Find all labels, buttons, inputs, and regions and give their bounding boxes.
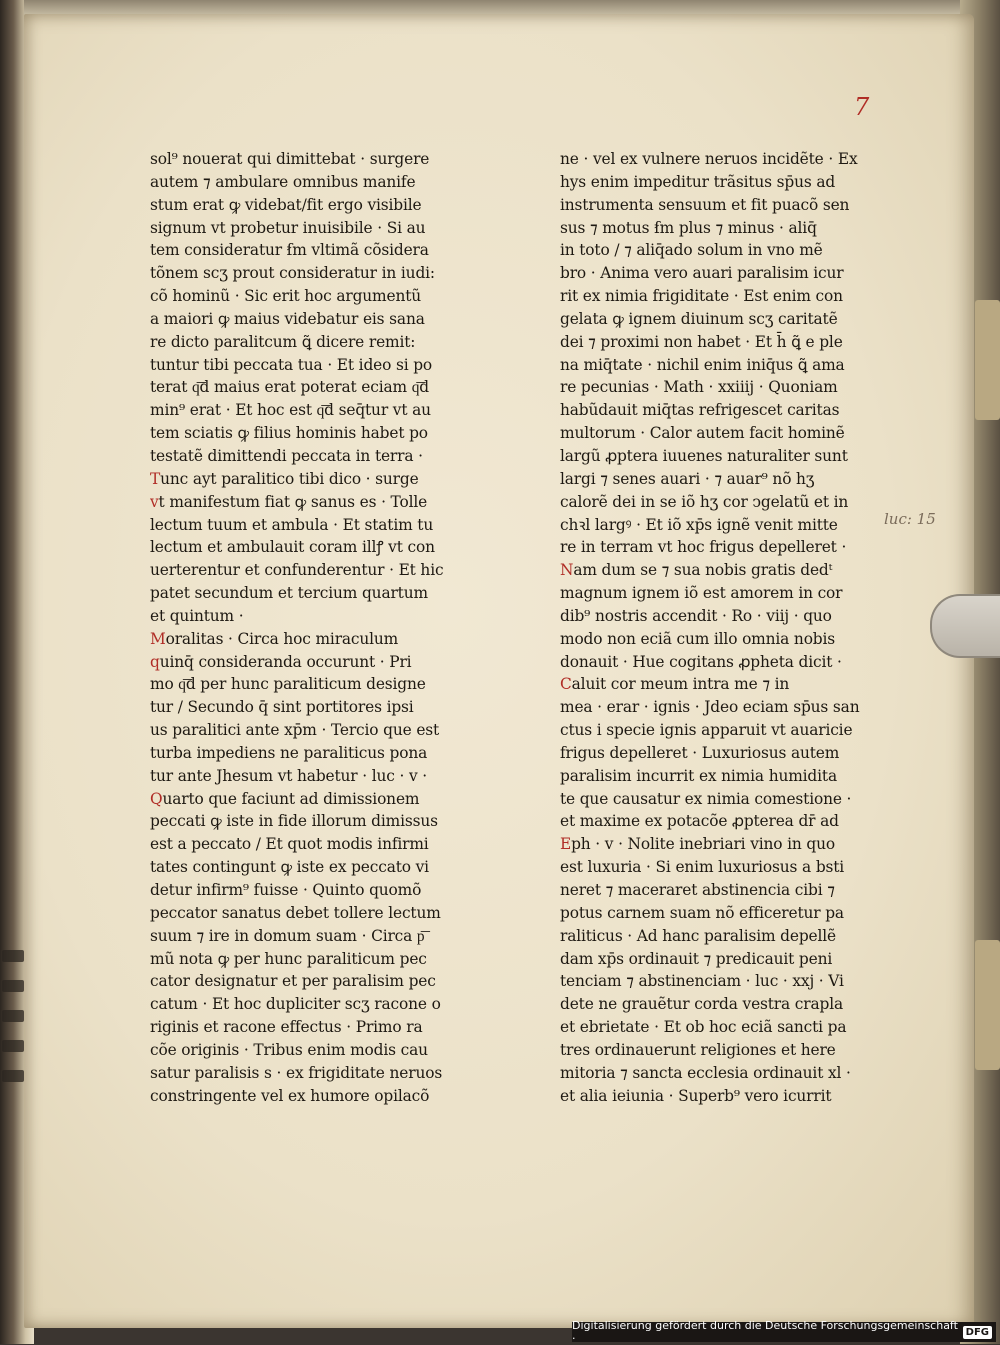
text-line: instrumenta sensuum et fit puacõ sen [560,195,850,214]
text-line: frigus depelleret · Luxuriosus autem [560,743,840,762]
text-line: terat q͞d maius erat poterat eciam q͞d [150,378,429,397]
text-line: mitoria ⁊ sancta ecclesia ordinauit xl · [560,1063,851,1082]
text-line: us paralitici ante xp̄m · Tercio que est [150,721,440,740]
ribbon-tie-upper [975,300,1000,420]
text-line: Tunc ayt paralitico tibi dico · surge [150,469,419,488]
text-line: riginis et racone effectus · Primo ra [150,1018,423,1037]
text-line: satur paralisis s · ex frigiditate neruos [150,1063,443,1082]
rubricated-initial: Q [150,789,163,808]
text-line: tenciam ⁊ abstinenciam · luc · xxj · Vi [560,972,844,991]
text-line: tres ordinauerunt religiones et here [560,1040,836,1059]
text-line: paralisim incurrit ex nimia humidita [560,766,837,785]
text-line: magnum ignem iõ est amorem in cor [560,584,843,603]
text-line: est luxuria · Si enim luxuriosus a bsti [560,858,845,877]
text-line: uerterentur et confunderentur · Et hic [150,561,444,580]
text-line: cõ hominũ · Sic erit hoc argumentũ [150,287,422,306]
spine-fragment [2,950,24,962]
text-line: lectum et ambulauit coram illꝭ vt con [150,538,435,557]
credit-text: Digitalisierung gefördert durch die Deutsche Forschungsgemeinschaft · [572,1319,958,1345]
text-line: sol⁹ nouerat qui dimittebat · surgere [150,150,430,168]
text-line: Eph · v · Nolite inebriari vino in quo [560,835,835,854]
text-line: largũ ꝓptera iuuenes naturaliter sunt [560,446,848,465]
text-line: tur / Secundo q̄ sint portitores ipsi [150,698,414,717]
text-line: modo non eciã cum illo omnia nobis [560,629,836,648]
text-line: patet secundum et tercium quartum [150,584,428,603]
rubricated-initial: T [150,469,161,488]
text-line: a maiori ꝙ maius videbatur eis sana [150,309,425,328]
text-line: donauit · Hue cogitans ꝓpheta dicit · [560,652,842,671]
rubricated-initial: q [150,652,160,671]
text-line: suum ⁊ ire in domum suam · Circa p͞ [150,926,425,945]
text-line: re in terram vt hoc frigus depelleret · [560,538,847,557]
text-line: turba impediens ne paraliticus pona [150,743,428,762]
text-line: tem consideratur ẜm vltimã cõsidera [150,241,429,260]
text-line: mo q͞d per hunc paraliticum designe [150,675,426,694]
text-line: quinq̄ consideranda occurunt · Pri [150,652,412,671]
margin-annotation: luc: 15 [884,510,936,528]
text-line: dei ⁊ proximi non habet · Et h̄ ꝗ̃ e ple [560,332,843,351]
text-line: tõnem scʒ prout consideratur in iudi: [150,264,435,283]
text-line: in toto / ⁊ aliq̄ado solum in vno mẽ [560,241,823,260]
text-line: cõe originis · Tribus enim modis cau [150,1040,428,1059]
text-line: Moralitas · Circa hoc miraculum [150,629,399,648]
ribbon-tie-lower [975,940,1000,1070]
text-line: constringente vel ex humore opilacõ [150,1086,430,1105]
spine-fragment [2,1070,24,1082]
text-line: lectum tuum et ambula · Et statim tu [150,515,434,534]
text-line: re pecunias · Math · xxiiij · Quoniam [560,378,838,397]
text-line: mea · erar · ignis · Jdeo eciam sp̄us san [560,698,860,717]
text-line: raliticus · Ad hanc paralisim depellẽ [560,926,836,945]
text-line: tuntur tibi peccata tua · Et ideo si po [150,355,433,374]
text-line: vt manifestum fiat ꝙ sanus es · Tolle [150,492,428,511]
text-line: stum erat ꝙ videbat/fit ergo visibile [150,195,422,214]
text-line: peccator sanatus debet tollere lectum [150,903,441,922]
text-line: tem sciatis ꝙ filius hominis habet po [150,424,428,443]
text-line: rit ex nimia frigiditate · Est enim con [560,287,843,306]
text-line: na miq̄tate · nichil enim iniq̄us ꝗ̃ ama [560,355,845,374]
spine-fragment [2,1040,24,1052]
text-line: dib⁹ nostris accendit · Ro · viij · quo [560,606,832,625]
text-line: habũdauit miq̄tas refrigescet caritas [560,401,840,420]
text-line: ctus i specie ignis apparuit vt auaricie [560,721,853,740]
text-line: potus carnem suam nõ efficeretur pa [560,903,844,922]
text-line: calorẽ dei in se iõ hʒ cor ↄgelatũ et in [560,492,849,511]
dfg-logo: DFG [963,1326,992,1339]
text-line: multorum · Calor autem facit hominẽ [560,424,845,443]
rubricated-initial: E [560,835,572,854]
spine-fragment [2,1010,24,1022]
text-line: et alia ieiunia · Superb⁹ vero icurrit [560,1086,832,1105]
page-clip[interactable] [930,594,1000,658]
text-line: et maxime ex potacõe ꝓpterea dr̄ ad [560,812,839,831]
rubricated-initial: C [560,675,572,694]
text-line: testatẽ dimittendi peccata in terra · [150,446,423,465]
text-line: cator designatur et per paralisim pec [150,972,436,991]
text-line: Caluit cor meum intra me ⁊ in [560,675,790,694]
text-line: Nam dum se ⁊ sua nobis gratis dedᵗ [560,561,833,580]
text-line: bro · Anima vero auari paralisim icur [560,264,844,283]
digitization-credit-bar [572,1319,996,1345]
text-line: chꝛl largꝰ · Et iõ xp̄s ignẽ venit mitte [560,515,838,534]
text-line: Quarto que faciunt ad dimissionem [150,789,420,808]
text-line: et quintum · [150,606,244,625]
spine-fragment [2,980,24,992]
text-line: neret ⁊ maceraret abstinencia cibi ⁊ [560,881,835,899]
text-column-right [560,148,890,1107]
text-line: sus ⁊ motus ẜm plus ⁊ minus · aliq̄ [560,218,817,237]
rubricated-initial: v [150,492,159,511]
text-line: min⁹ erat · Et hoc est q͞d seq̄tur vt au [150,401,431,420]
rubricated-initial: M [150,629,166,648]
text-column-left [150,148,480,1107]
text-line: tur ante Jhesum vt habetur · luc · v · [150,766,427,785]
folio-number: 7 [854,93,870,121]
text-line: signum vt probetur inuisibile · Si au [150,218,426,237]
text-line: catum · Et hoc dupliciter scʒ racone o [150,995,441,1014]
text-line: re dicto paralitcum ꝗ̃ dicere remit: [150,332,416,351]
text-line: detur infirm⁹ fuisse · Quinto quomõ [150,881,422,899]
text-line: mũ nota ꝙ per hunc paraliticum pec [150,949,427,968]
text-line: peccati ꝙ iste in fide illorum dimissus [150,812,438,831]
text-line: hys enim impeditur trãsitus sp̄us ad [560,172,836,191]
text-line: tates contingunt ꝙ iste ex peccato vi [150,858,429,877]
text-line: et ebrietate · Et ob hoc eciã sancti pa [560,1018,847,1037]
text-line: ne · vel ex vulnere neruos incidẽte · Ex [560,150,858,168]
rubricated-initial: N [560,561,574,580]
text-line: gelata ꝙ ignem diuinum scʒ caritatẽ [560,309,838,328]
text-line: largi ⁊ senes auari · ⁊ auar⁹ nõ hʒ [560,469,815,488]
text-line: te que causatur ex nimia comestione · [560,789,852,808]
text-line: autem ⁊ ambulare omnibus manife [150,172,416,191]
text-line: dam xp̄s ordinauit ⁊ predicauit peni [560,949,833,968]
text-line: est a peccato / Et quot modis infirmi [150,835,429,854]
text-line: dete ne grauẽtur corda vestra crapla [560,995,843,1014]
